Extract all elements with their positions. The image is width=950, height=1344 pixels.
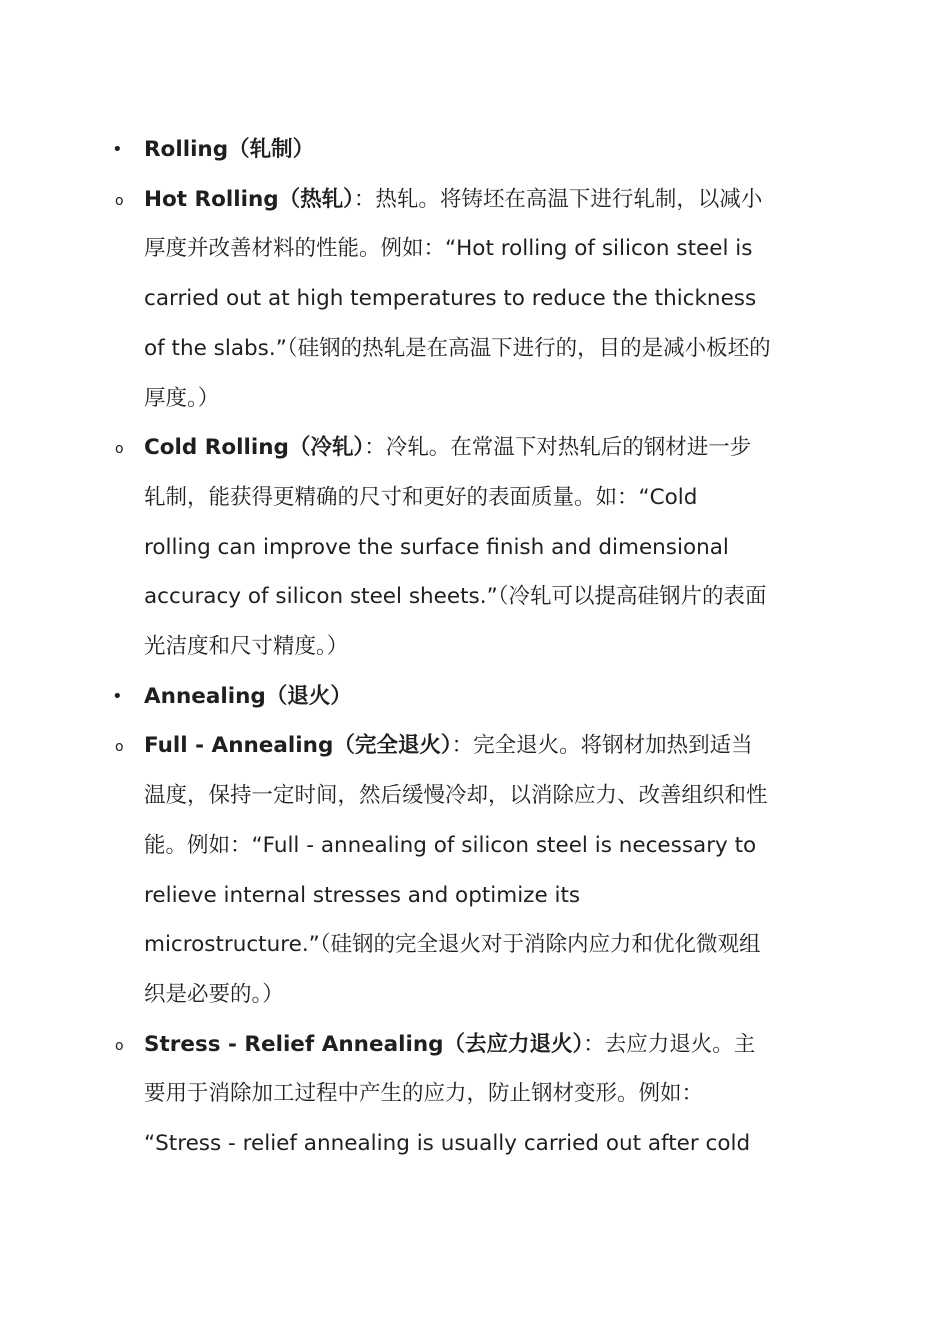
bullet-marker: • [112,139,123,160]
sub-bullet-marker: o [115,1037,124,1054]
bullet-marker: • [112,685,123,707]
paragraph-line: 要用于消除加工过程中产生的应力，防止钢材变形。例如： [144,1081,704,1107]
list-item-stress-relief-annealing [110,1020,810,1169]
paragraph-line: carried out at high temperatures to reduce the thickness [144,286,757,312]
heading-rolling: Rolling（轧制） [144,137,315,162]
paragraph-line: 光洁度和尺寸精度。） [144,634,349,660]
paragraph-line: 织是必要的。） [144,981,284,1007]
paragraph-line: 轧制，能获得更精确的尺寸和更好的表面质量。如：“Cold [144,484,698,510]
list-item-hot-rolling [110,175,810,424]
bullet-list [110,125,810,1169]
paragraph-line: ：冷轧。在常温下对热轧后的钢材进一步 [364,435,752,461]
term-hot-rolling: Hot Rolling（热轧） [144,186,354,212]
list-item-cold-rolling [110,423,810,672]
paragraph-line: accuracy of silicon steel sheets.”（冷轧可以提高硅钢片的表面 [144,584,767,610]
paragraph-line: “Stress - relief annealing is usually carried out after cold [144,1131,751,1157]
sub-bullet-marker: o [115,739,124,756]
sub-bullet-marker: o [115,192,124,209]
paragraph-line: ：热轧。将铸坯在高温下进行轧制，以减小 [353,186,763,212]
list-item-full-annealing [110,721,810,1019]
list-item-annealing [110,672,810,722]
paragraph-line: 温度，保持一定时间，然后缓慢冷却，以消除应力、改善组织和性 [144,783,768,809]
term-full-annealing: Full - Annealing（完全退火） [144,733,452,759]
paragraph-line: ：完全退火。将钢材加热到适当 [451,733,753,759]
list-item-rolling [110,125,810,175]
paragraph-line: 厚度并改善材料的性能。例如：“Hot rolling of silicon steel is [144,236,753,262]
paragraph-line: rolling can improve the surface finish and dimensional [144,534,729,560]
paragraph-line: microstructure.”（硅钢的完全退火对于消除内应力和优化微观组 [144,932,761,958]
paragraph-line: of the slabs.”（硅钢的热轧是在高温下进行的，目的是减小板坯的 [144,335,771,361]
term-cold-rolling: Cold Rolling（冷轧） [144,435,365,461]
paragraph-line: relieve internal stresses and optimize its [144,882,581,908]
sub-bullet-marker: o [115,441,124,458]
paragraph-line: ：去应力退火。主 [583,1031,756,1057]
paragraph-line: 能。例如：“Full - annealing of silicon steel is necessary to [144,832,757,858]
heading-annealing: Annealing（退火） [144,683,352,709]
term-stress-relief-annealing: Stress - Relief Annealing（去应力退火） [144,1031,584,1057]
paragraph-line: 厚度。） [144,385,220,411]
